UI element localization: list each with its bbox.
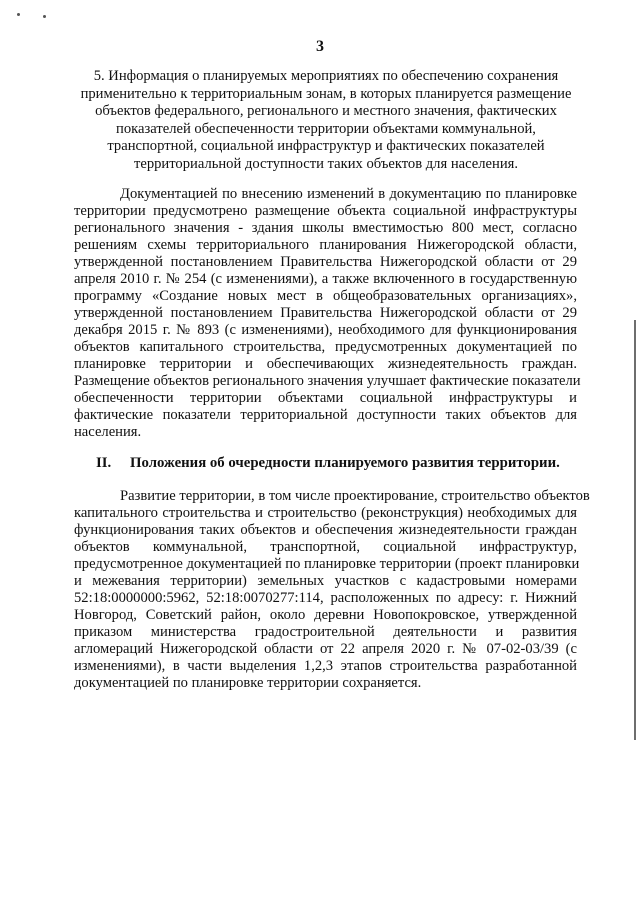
paragraph-line: Размещение объектов регионального значения улучшает фактические показатели [74, 373, 581, 389]
paragraph-line: Документацией по внесению изменений в документацию по планировке [120, 186, 577, 202]
paragraph-line: утвержденной постановлением Правительства Нижегородской области от 29 [74, 305, 577, 321]
paragraph-line: населения. [74, 424, 142, 440]
paragraph-line: территории предусмотрено размещение объекта социальной инфраструктуры [74, 203, 577, 219]
paragraph-line: объектов капитального строительства, предусмотренных документацией по [74, 339, 577, 355]
paragraph-line: документацией по планировке территории сохраняется. [74, 675, 422, 691]
section-2-title: Положения об очередности планируемого развития территории. [130, 455, 560, 471]
paragraph-line: 52:18:0000000:5962, 52:18:0070277:114, расположенных по адресу: г. Нижний [74, 590, 577, 606]
paragraph-line: апреля 2010 г. № 254 (с изменениями), а также включенного в государственную [74, 271, 577, 287]
paragraph-line: Новгород, Советский район, около деревни Новопокровское, утвержденной [74, 607, 577, 623]
paragraph-line: предусмотренное документацией по планировке территории (проект планировки [74, 556, 580, 572]
section-2-number: II. [96, 455, 112, 471]
section-5-heading-line: применительно к территориальным зонам, в которых планируется размещение [80, 85, 572, 102]
paragraph-line: агломераций Нижегородской области от 22 апреля 2020 г. № 07-02-03/39 (с [74, 641, 577, 657]
section-5-heading-line: 5. Информация о планируемых мероприятиях по обеспечению сохранения [93, 68, 559, 84]
paragraph-line: регионального значения - здания школы вместимостью 800 мест, согласно [74, 220, 577, 236]
section-5-heading-line: объектов федерального, регионального и местного значения, фактических [95, 103, 557, 119]
paragraph-line: утвержденной постановлением Правительства Нижегородской области от 29 [74, 254, 577, 270]
paragraph-line: объектов коммунальной, транспортной, социальной инфраструктур, [74, 539, 577, 555]
paragraph-line: капитального строительства и строительство (реконструкция) необходимых для [74, 505, 577, 521]
scan-speck-1 [17, 13, 20, 16]
section-5-heading-line: транспортной, социальной инфраструктур и фактических показателей [107, 138, 545, 154]
paragraph-line: функционирования таких объектов и обеспечения жизнедеятельности граждан [74, 522, 577, 538]
paragraph-development-order [74, 488, 590, 692]
paragraph-social-infrastructure [74, 186, 581, 441]
paragraph-line: обеспеченности территории объектами социальной инфраструктуры и [74, 390, 577, 406]
paragraph-line: приказом министерства градостроительной деятельности и развития [74, 624, 577, 640]
paragraph-line: фактические показатели территориальной доступности таких объектов для [74, 407, 577, 423]
paragraph-line: планировке территории и обеспечивающих жизнедеятельность граждан. [74, 356, 577, 372]
scan-speck-2 [43, 15, 46, 18]
section-5-heading-line: показателей обеспеченности территории объектами коммунальной, [116, 120, 536, 137]
section-5-heading [66, 68, 586, 173]
section-5-heading-line: территориальной доступности таких объектов для населения. [133, 155, 518, 172]
section-2-heading [96, 455, 566, 472]
paragraph-line: программу «Создание новых мест в общеобразовательных организациях», [74, 288, 577, 304]
scan-edge-shadow [634, 320, 636, 740]
paragraph-line: изменениями), в части выделения 1,2,3 этапов строительства разработанной [74, 658, 577, 674]
paragraph-line: решениям схемы территориального планирования Нижегородской области, [74, 237, 577, 253]
page-number: 3 [316, 38, 324, 55]
paragraph-line: Развитие территории, в том числе проектирование, строительство объектов [120, 488, 590, 504]
paragraph-line: и межевания территории) земельных участков с кадастровыми номерами [74, 573, 577, 589]
paragraph-line: декабря 2015 г. № 893 (с изменениями), необходимого для функционирования [74, 322, 577, 338]
